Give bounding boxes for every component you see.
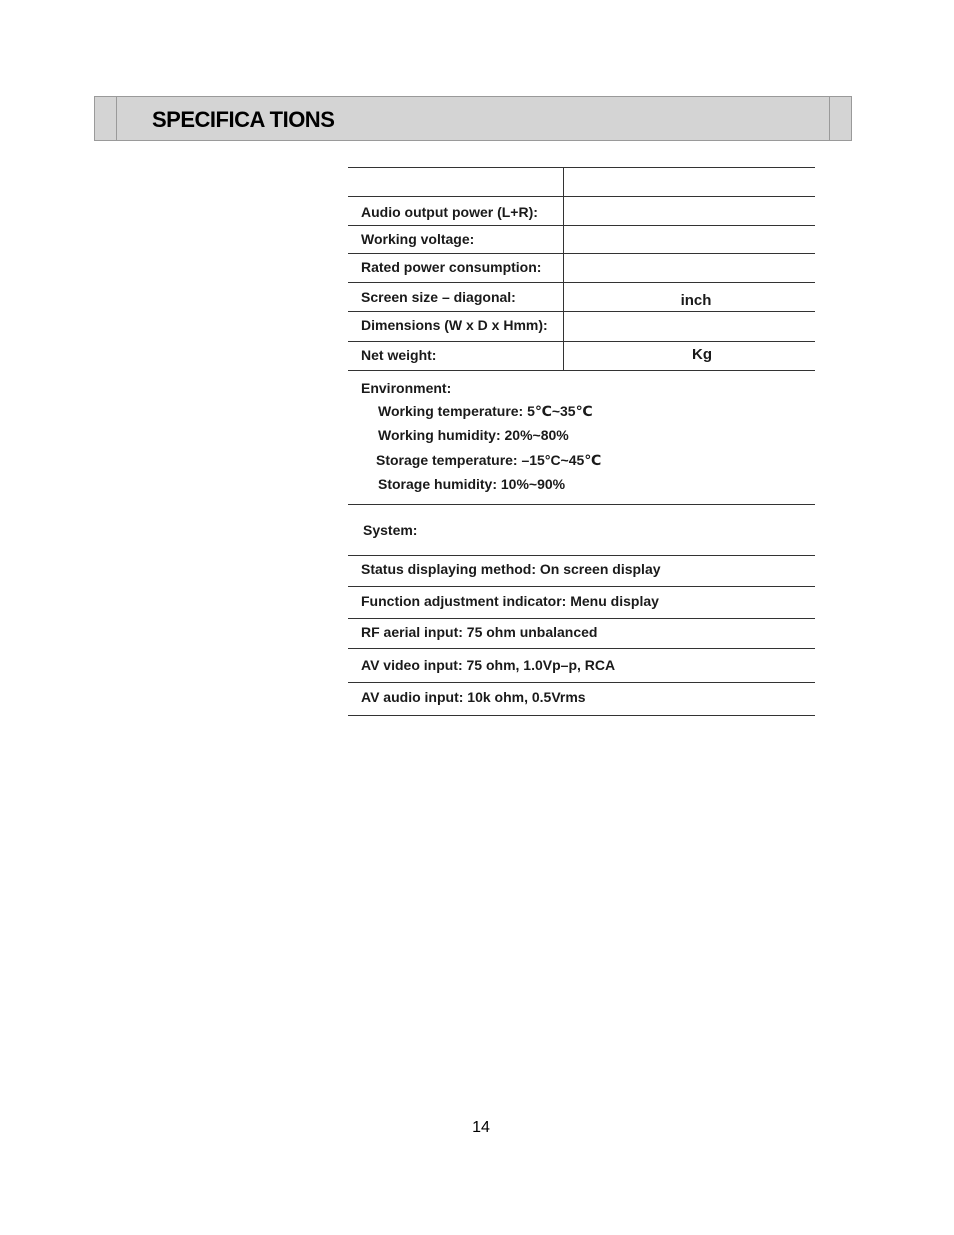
table-rule — [348, 167, 815, 168]
system-item: RF aerial input: 75 ohm unbalanced — [361, 624, 598, 640]
header-divider-right — [829, 97, 830, 140]
system-item: Function adjustment indicator: Menu display — [361, 593, 659, 609]
spec-value: Kg — [692, 346, 712, 363]
table-rule — [348, 225, 815, 226]
spec-label: Working voltage: — [361, 231, 475, 247]
spec-label: Rated power consumption: — [361, 259, 542, 275]
table-rule — [348, 311, 815, 312]
table-rule — [348, 341, 815, 342]
environment-item: Storage humidity: 10%~90% — [378, 476, 566, 492]
table-rule — [348, 196, 815, 197]
table-rule — [348, 504, 815, 505]
spec-label: Dimensions (W x D x Hmm): — [361, 317, 548, 333]
spec-label: Screen size – diagonal: — [361, 289, 516, 305]
system-item: AV audio input: 10k ohm, 0.5Vrms — [361, 689, 586, 705]
environment-item: Working temperature: 5℃~35℃ — [378, 403, 593, 419]
environment-item: Working humidity: 20%~80% — [378, 427, 569, 443]
table-rule — [348, 682, 815, 683]
table-rule — [348, 370, 815, 371]
system-heading: System: — [363, 522, 418, 538]
page-number: 14 — [472, 1119, 490, 1136]
table-rule — [348, 555, 815, 556]
column-divider — [563, 167, 564, 370]
table-rule — [348, 648, 815, 649]
section-header — [94, 96, 852, 141]
page-title: SPECIFICA TIONS — [152, 107, 335, 132]
table-rule — [348, 282, 815, 283]
spec-value: inch — [680, 292, 712, 309]
table-rule — [348, 715, 815, 716]
spec-label: Net weight: — [361, 347, 437, 363]
environment-item: Storage temperature: –15°C~45℃ — [376, 452, 602, 468]
system-item: Status displaying method: On screen display — [361, 561, 661, 577]
spec-label: Audio output power (L+R): — [361, 204, 538, 220]
table-rule — [348, 253, 815, 254]
system-item: AV video input: 75 ohm, 1.0Vp–p, RCA — [361, 657, 616, 673]
header-divider-left — [116, 97, 117, 140]
table-rule — [348, 618, 815, 619]
table-rule — [348, 586, 815, 587]
environment-heading: Environment: — [361, 380, 452, 396]
